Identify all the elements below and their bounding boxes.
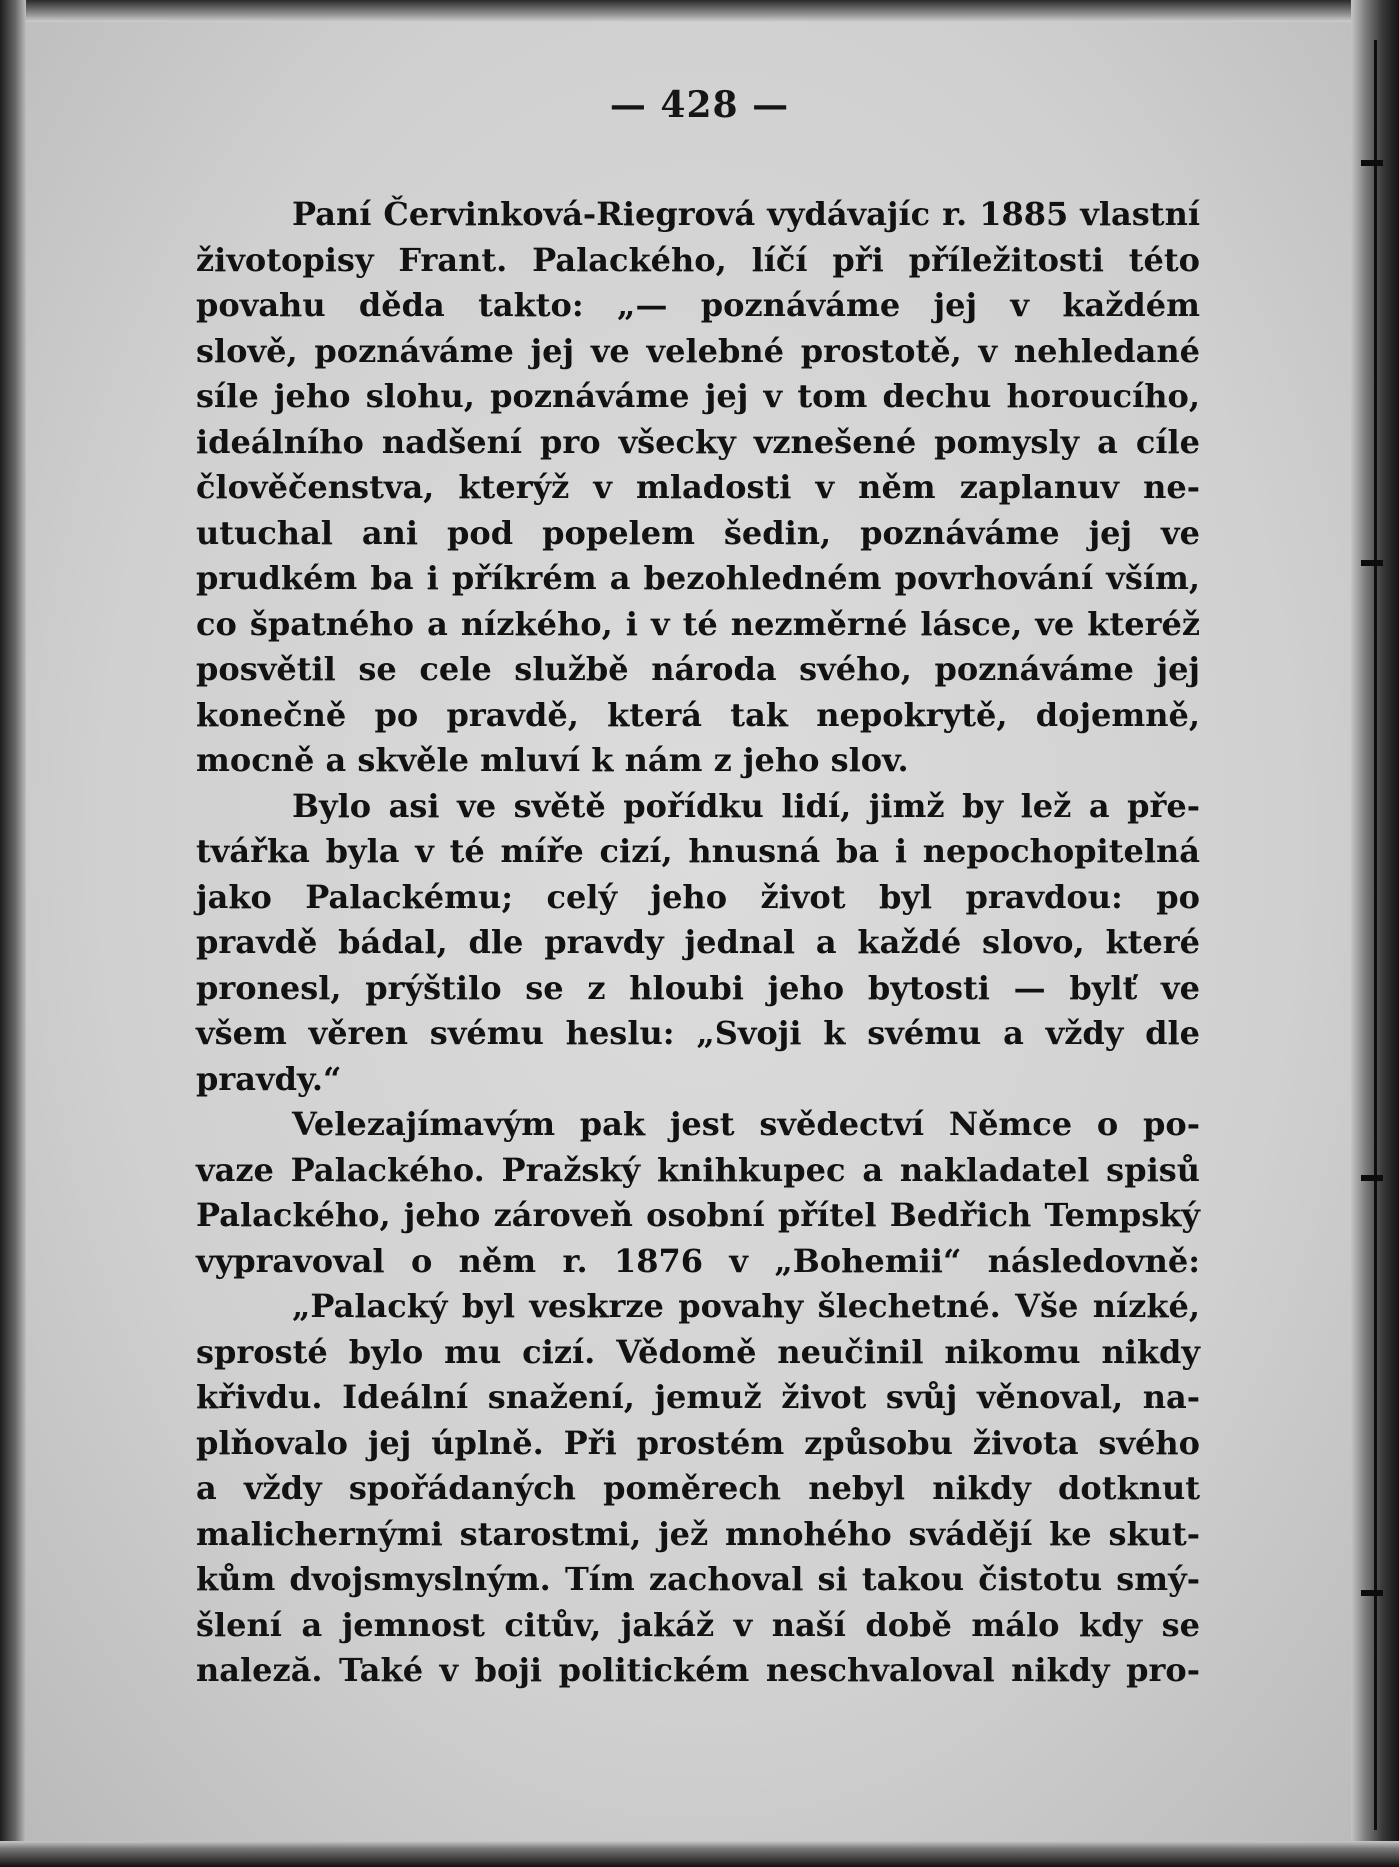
text-line: člověčenstva, kterýž v mladosti v něm zaplanuv ne- — [196, 468, 1200, 506]
binding-tick — [1361, 1175, 1383, 1181]
text-line: Bylo asi ve světě pořídku lidí, jimž by lež a pře- — [292, 786, 1200, 825]
binding-line — [1374, 40, 1377, 1830]
text-line: Paní Červinková-Riegrová vydávajíc r. 1885 vlastní — [292, 195, 1200, 233]
text-line: Palackého, jeho zároveň osobní přítel Bedřich Tempský — [196, 1196, 1200, 1234]
text-line: šlení a jemnost citův, jakáž v naší době málo kdy se — [196, 1605, 1200, 1644]
binding-tick — [1361, 1590, 1383, 1596]
text-line: ideálního nadšení pro všecky vznešené pomysly a cíle — [196, 422, 1200, 461]
binding-tick — [1361, 160, 1383, 166]
text-line: všem věren svému heslu: „Svoji k svému a vždy dle — [196, 1014, 1200, 1052]
page-number: — 428 — — [609, 84, 790, 126]
text-line: prudkém ba i příkrém a bezohledném povrhování vším, — [196, 559, 1200, 597]
text-line: a vždy spořádaných poměrech nebyl nikdy dotknut — [196, 1469, 1200, 1507]
text-line: sprosté bylo mu cizí. Vědomě neučinil nikomu nikdy — [196, 1332, 1200, 1371]
text-line: co špatného a nízkého, i v té nezměrné lásce, ve kteréž — [196, 604, 1200, 643]
text-line: pronesl, prýštilo se z hloubi jeho bytosti — bylť ve — [196, 968, 1200, 1007]
text-line: povahu děda takto: „— poznáváme jej v každém — [196, 286, 1200, 324]
text-line: plňovalo jej úplně. Při prostém způsobu života svého — [196, 1423, 1200, 1462]
text-line: mocně a skvěle mluví k nám z jeho slov. — [196, 741, 909, 779]
text-line: síle jeho slohu, poznáváme jej v tom dechu horoucího, — [196, 377, 1200, 415]
text-line: naleză. Také v boji politickém neschvaloval nikdy pro- — [196, 1651, 1200, 1689]
text-line: malichernými starostmi, jež mnohého svádějí ke skut- — [196, 1514, 1200, 1553]
text-line: „Palacký byl veskrze povahy šlechetné. Vše nízké, — [292, 1287, 1200, 1325]
text-line: vaze Palackého. Pražský knihkupec a nakladatel spisů — [196, 1150, 1200, 1189]
text-line: jako Palackému; celý jeho život byl pravdou: po — [196, 877, 1200, 916]
body-text — [196, 192, 1200, 1694]
text-line: vypravoval o něm r. 1876 v „Bohemii“ následovně: — [196, 1241, 1200, 1280]
text-line: tvářka byla v té míře cizí, hnusná ba i nepochopitelná — [196, 832, 1200, 870]
scan-edge-top — [0, 0, 1399, 22]
text-line: pravdy.“ — [196, 1059, 342, 1098]
text-line: utuchal ani pod popelem šedin, poznáváme jej ve — [196, 513, 1200, 552]
text-line: konečně po pravdě, která tak nepokrytě, dojemně, — [196, 695, 1200, 734]
scan-edge-left — [0, 0, 26, 1867]
text-line: slově, poznáváme jej ve velebné prostotě, v nehledané — [196, 331, 1200, 370]
text-line: kům dvojsmyslným. Tím zachoval si takou čistotu smý- — [196, 1560, 1200, 1598]
scan-edge-bottom — [0, 1841, 1399, 1867]
text-line: pravdě bádal, dle pravdy jednal a každé slovo, které — [196, 923, 1200, 961]
text-line: posvětil se cele službě národa svého, poznáváme jej — [196, 650, 1200, 688]
text-line: Velezajímavým pak jest svědectví Němce o po- — [292, 1105, 1200, 1143]
text-line: životopisy Frant. Palackého, líčí při příležitosti této — [196, 240, 1200, 279]
text-line: křivdu. Ideální snažení, jemuž život svůj věnoval, na- — [196, 1378, 1200, 1416]
binding-tick — [1361, 560, 1383, 566]
